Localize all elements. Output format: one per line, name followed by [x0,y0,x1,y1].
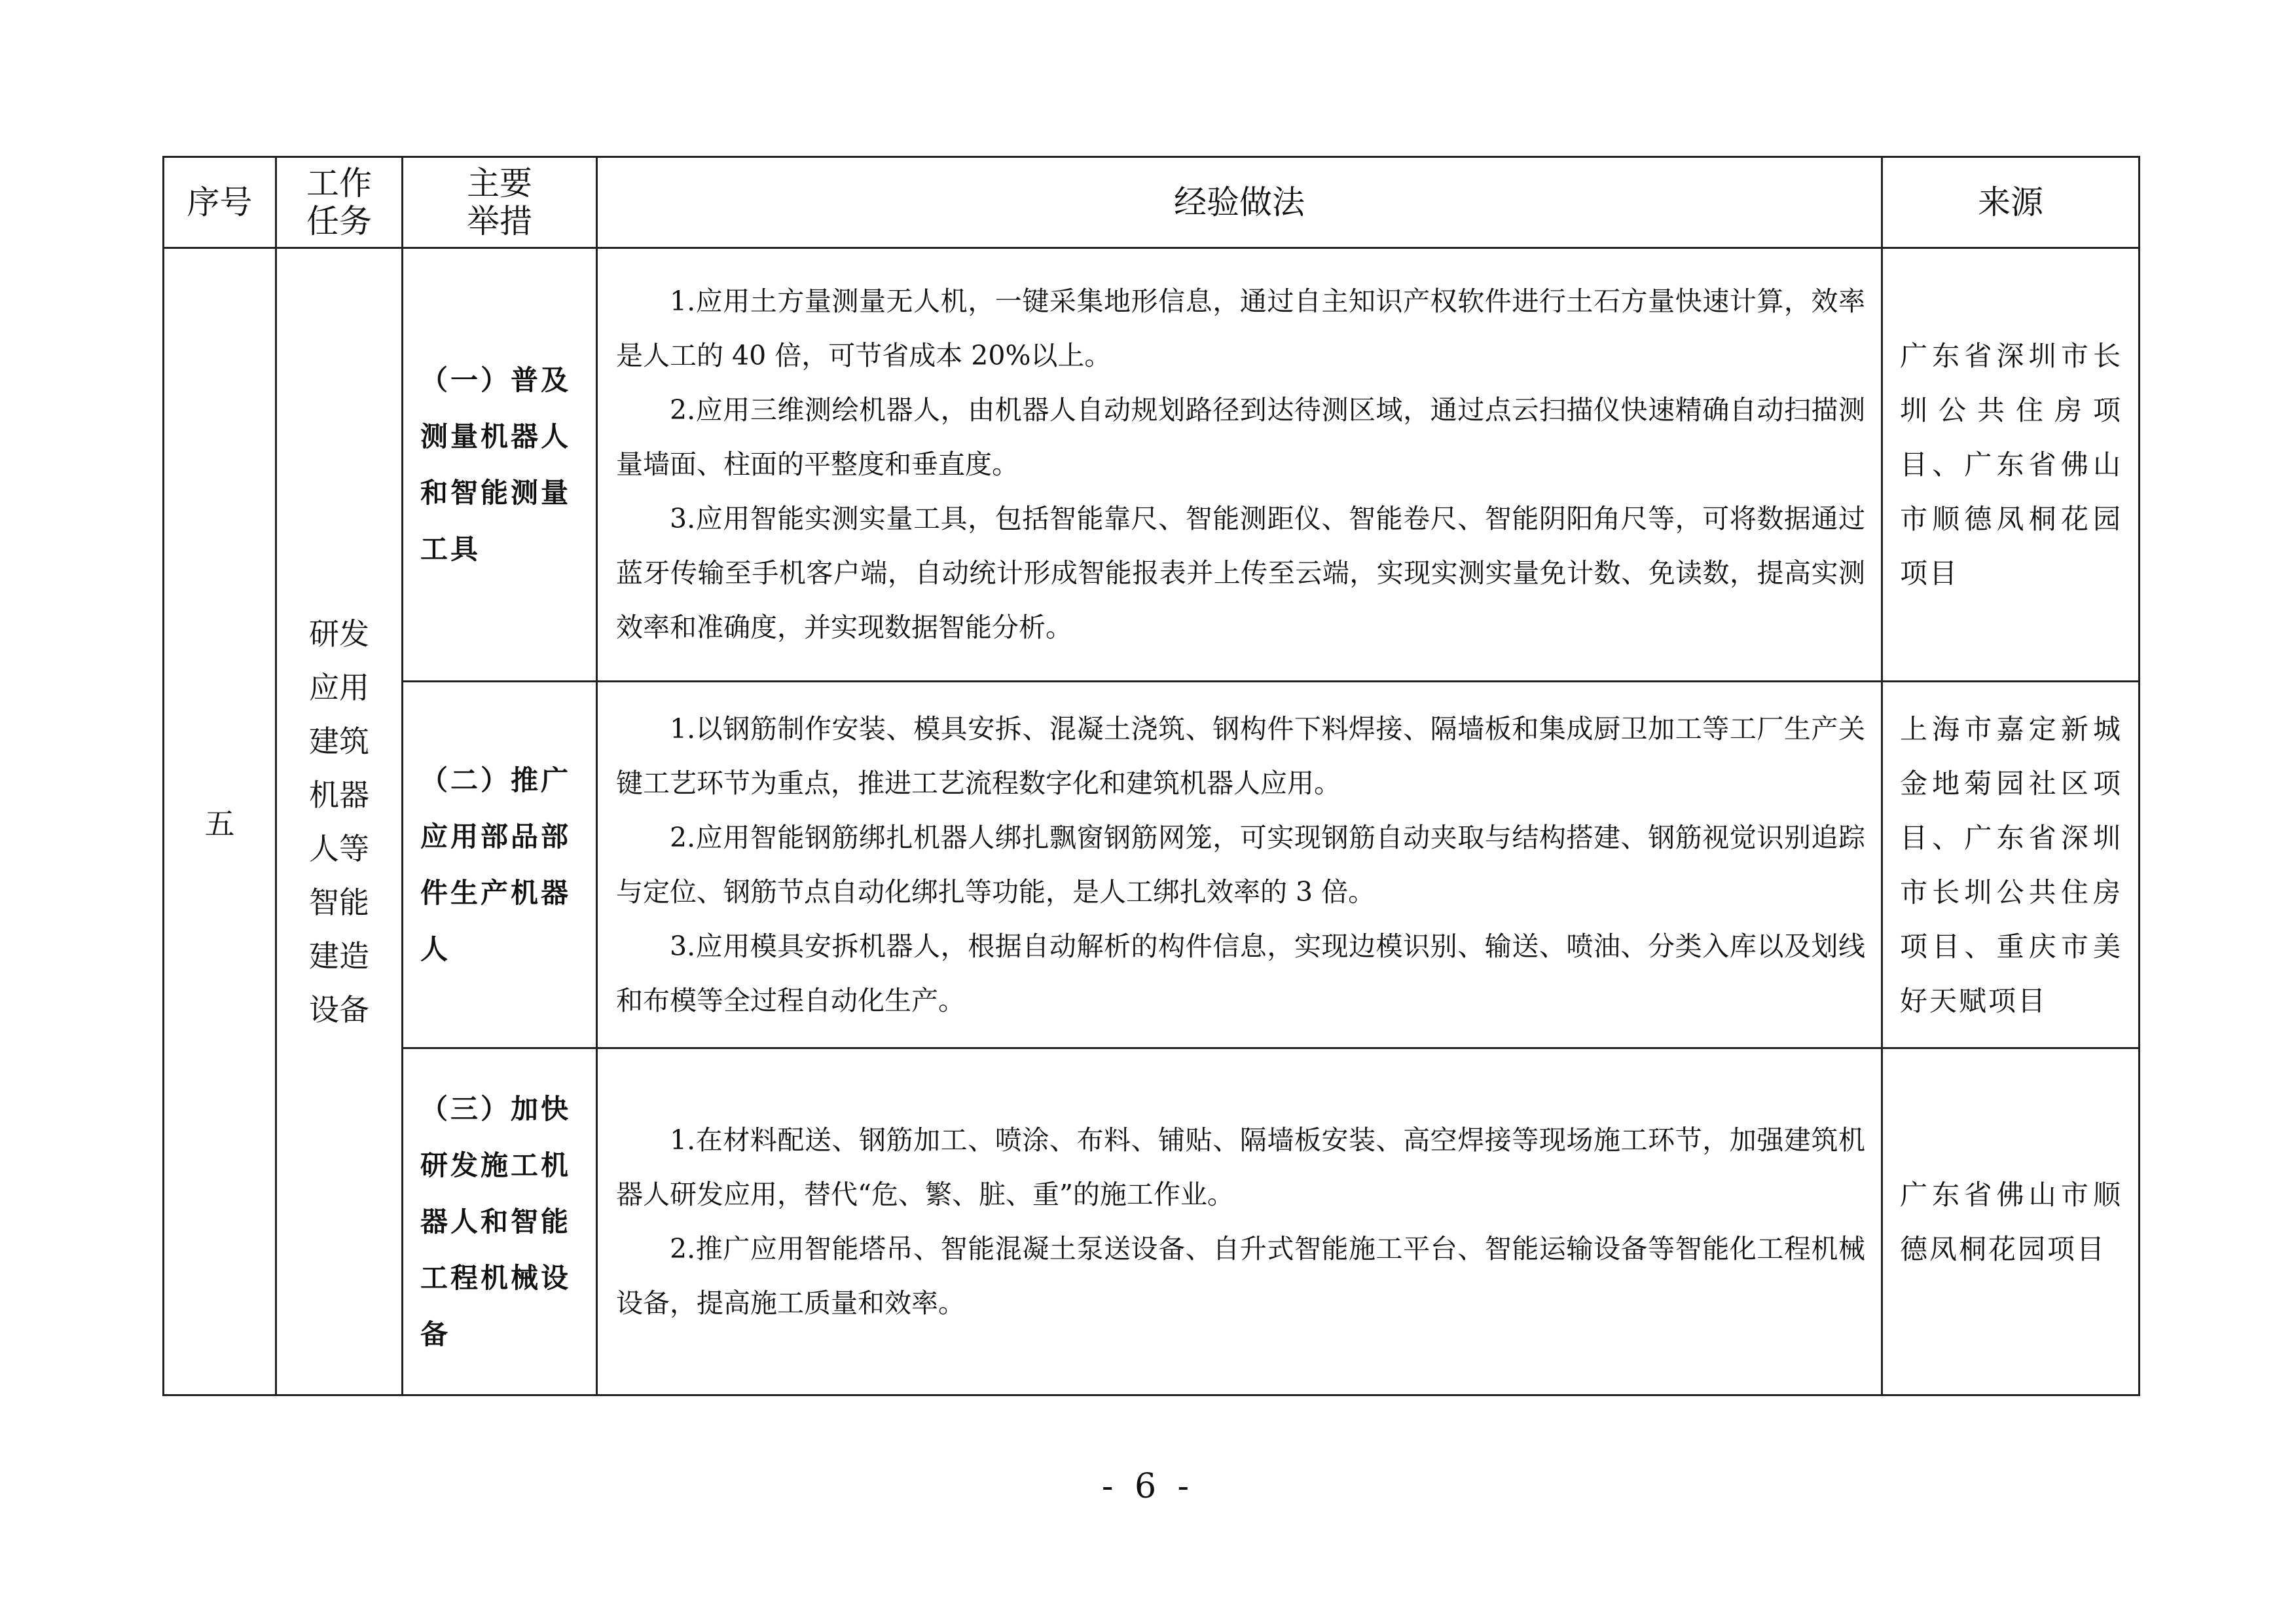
work-task [276,248,403,1395]
experience-item: 2.推广应用智能塔吊、智能混凝土泵送设备、自升式智能施工平台、智能运输设备等智能化工程机械设备，提高施工质量和效率。 [616,1232,1865,1319]
table-row [164,1048,2140,1395]
measure-line: 工具 [420,532,481,565]
measure-line: 和智能测量 [420,476,572,509]
task-line: 研发 [309,616,369,652]
task-line: 应用 [309,669,369,705]
experience-cell [597,682,1882,1048]
header-no: 序号 [164,157,276,248]
section-number: 五 [164,248,276,1395]
experience-item: 1.应用土方量测量无人机，一键采集地形信息，通过自主知识产权软件进行土石方量快速计算，效率是人工的 40 倍，可节省成本 20%以上。 [616,286,1865,371]
experience-cell [597,248,1882,682]
header-task-line: 任务 [306,202,372,240]
table-row [164,682,2140,1048]
measure-line: （二）推广 [420,764,572,796]
experience-item: 2.应用智能钢筋绑扎机器人绑扎飘窗钢筋网笼，可实现钢筋自动夹取与结构搭建、钢筋视觉识别追踪与定位、钢筋节点自动化绑扎等功能，是人工绑扎效率的 3 倍。 [616,821,1865,908]
main-measure [403,248,597,682]
source-cell: 广东省佛山市顺德凤桐花园项目 [1882,1048,2140,1395]
task-line: 智能 [309,884,369,920]
task-line: 建造 [309,938,369,974]
header-task [276,157,403,248]
measure-line: 应用部品部 [420,820,572,853]
header-experience: 经验做法 [597,157,1882,248]
measure-line: 工程机械设 [420,1261,572,1294]
task-line: 机器 [309,777,369,813]
experience-item: 1.以钢筋制作安装、模具安拆、混凝土浇筑、钢构件下料焊接、隔墙板和集成厨卫加工等工厂生产关键工艺环节为重点，推进工艺流程数字化和建筑机器人应用。 [616,712,1865,799]
experience-cell [597,1048,1882,1395]
page-number: - 6 - [1101,1467,1195,1506]
task-line: 设备 [309,991,369,1027]
measure-line: 器人和智能 [420,1205,572,1238]
experience-item: 1.在材料配送、钢筋加工、喷涂、布料、铺贴、隔墙板安装、高空焊接等现场施工环节，加强建筑机器人研发应用，替代“危、繁、脏、重”的施工作业。 [616,1124,1865,1210]
main-measure [403,682,597,1048]
measure-line: （三）加快 [420,1092,572,1125]
header-measure-line: 主要 [467,164,532,202]
source-cell: 上海市嘉定新城金地菊园社区项目、广东省深圳市长圳公共住房项目、重庆市美好天赋项目 [1882,682,2140,1048]
header-measure [403,157,597,248]
task-line: 人等 [309,830,369,866]
header-task-line: 工作 [306,164,372,202]
experience-table [162,156,2140,1396]
table-row [164,248,2140,682]
measure-line: （一）普及 [420,363,572,396]
main-measure [403,1048,597,1395]
measure-line: 备 [420,1318,451,1350]
source-cell: 广东省深圳市长圳公共住房项目、广东省佛山市顺德凤桐花园项目 [1882,248,2140,682]
measure-line: 研发施工机 [420,1149,572,1181]
header-row [164,157,2140,248]
experience-item: 2.应用三维测绘机器人，由机器人自动规划路径到达待测区域，通过点云扫描仪快速精确自动扫描测量墙面、柱面的平整度和垂直度。 [616,394,1865,480]
task-line: 建筑 [309,723,369,759]
experience-item: 3.应用模具安拆机器人，根据自动解析的构件信息，实现边模识别、输送、喷油、分类入库以及划线和布模等全过程自动化生产。 [616,930,1865,1016]
measure-line: 测量机器人 [420,420,572,452]
experience-item: 3.应用智能实测实量工具，包括智能靠尺、智能测距仪、智能卷尺、智能阴阳角尺等，可将数据通过蓝牙传输至手机客户端，自动统计形成智能报表并上传至云端，实现实测实量免计数、免读数，提高实测效率和准确度，并实现数据智能分析。 [616,503,1865,643]
measure-line: 件生产机器 [420,876,572,909]
header-source: 来源 [1882,157,2140,248]
measure-line: 人 [420,932,451,965]
header-measure-line: 举措 [467,202,532,240]
